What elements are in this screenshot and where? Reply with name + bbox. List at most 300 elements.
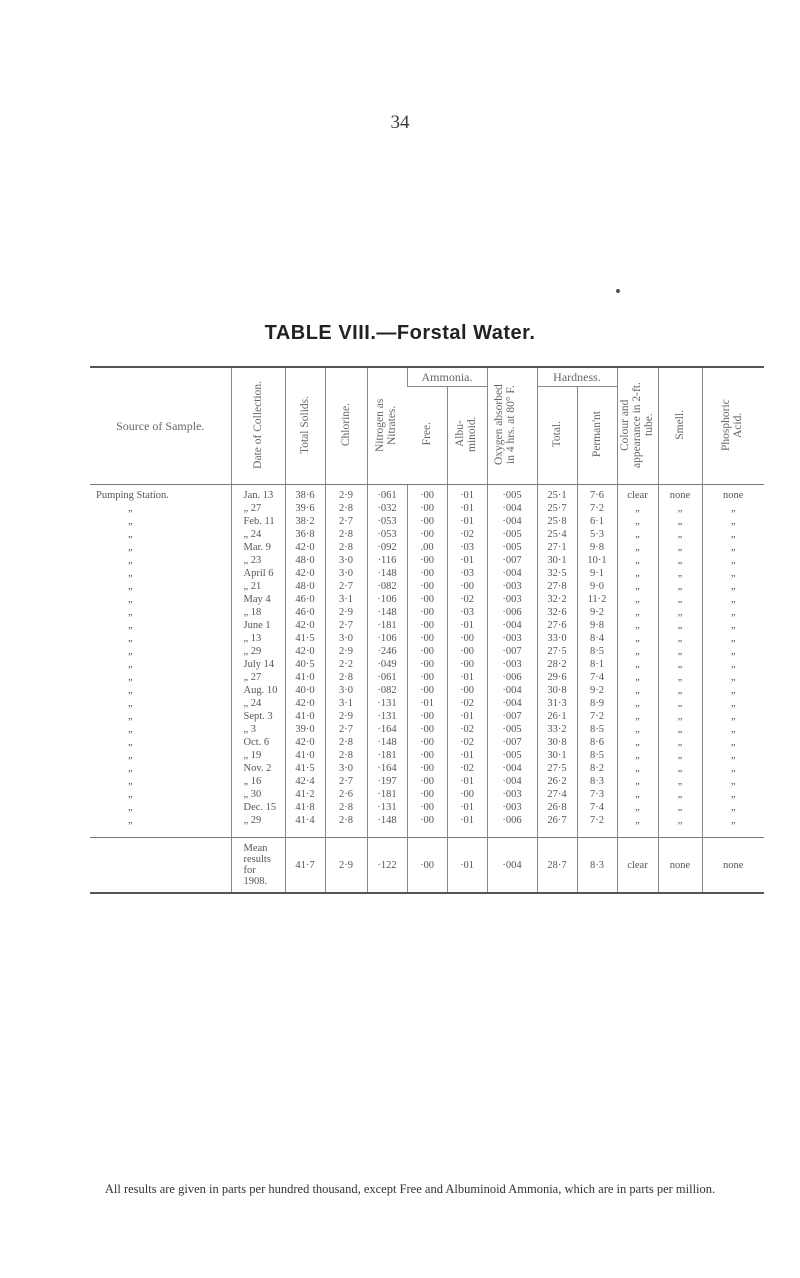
cell-total-solids: 42·0	[285, 736, 325, 749]
cell-phosphoric: „	[702, 775, 764, 788]
cell-hardness-total: 32·2	[537, 593, 577, 606]
cell-hardness-total: 30·8	[537, 736, 577, 749]
cell-free: ·00	[407, 619, 447, 632]
cell-hardness-total: 27·8	[537, 580, 577, 593]
cell-free: ·00	[407, 684, 447, 697]
table-row	[90, 710, 764, 723]
cell-nitrogen: ·164	[367, 762, 407, 775]
cell-albuminoid: ·00	[447, 684, 487, 697]
cell-smell: „	[658, 567, 702, 580]
mean-nitrogen: ·122	[367, 838, 407, 894]
cell-free: .00	[407, 541, 447, 554]
mean-chlorine: 2·9	[325, 838, 367, 894]
table-row	[90, 775, 764, 788]
cell-hardness-permanent: 7·2	[577, 710, 617, 723]
cell-hardness-permanent: 9·8	[577, 619, 617, 632]
cell-source: „	[128, 659, 133, 670]
cell-free: ·00	[407, 554, 447, 567]
cell-chlorine: 2·8	[325, 801, 367, 814]
cell-hardness-total: 25·4	[537, 528, 577, 541]
cell-nitrogen: ·082	[367, 684, 407, 697]
mean-hardness-permanent: 8·3	[577, 838, 617, 894]
mean-smell: none	[658, 838, 702, 894]
cell-colour: „	[617, 593, 658, 606]
cell-hardness-permanent: 8·5	[577, 749, 617, 762]
cell-nitrogen: ·116	[367, 554, 407, 567]
cell-colour: clear	[617, 485, 658, 503]
header-date: Date of Collection.	[231, 367, 285, 484]
header-hardness-total: Total.	[537, 387, 577, 484]
cell-smell: „	[658, 554, 702, 567]
table-row	[90, 619, 764, 632]
cell-oxygen: ·005	[487, 485, 537, 503]
cell-free: ·00	[407, 801, 447, 814]
cell-hardness-total: 30·1	[537, 749, 577, 762]
cell-total-solids: 39·6	[285, 502, 325, 515]
cell-phosphoric: „	[702, 645, 764, 658]
cell-nitrogen: ·131	[367, 801, 407, 814]
cell-phosphoric: „	[702, 580, 764, 593]
cell-source: „	[128, 698, 133, 709]
cell-hardness-permanent: 8·4	[577, 632, 617, 645]
cell-phosphoric: „	[702, 541, 764, 554]
cell-phosphoric: „	[702, 658, 764, 671]
cell-hardness-total: 27·5	[537, 645, 577, 658]
header-ammonia: Ammonia.	[407, 367, 487, 387]
cell-chlorine: 2·8	[325, 541, 367, 554]
table-row	[90, 736, 764, 749]
cell-source: „	[128, 555, 133, 566]
cell-nitrogen: ·053	[367, 528, 407, 541]
cell-total-solids: 41·4	[285, 814, 325, 838]
cell-albuminoid: ·00	[447, 788, 487, 801]
mean-label: Mean results for 1908.	[231, 838, 285, 894]
cell-free: ·01	[407, 697, 447, 710]
cell-oxygen: ·004	[487, 619, 537, 632]
cell-oxygen: ·005	[487, 723, 537, 736]
cell-free: ·00	[407, 814, 447, 838]
cell-albuminoid: ·01	[447, 749, 487, 762]
cell-phosphoric: „	[702, 801, 764, 814]
cell-date: Dec. 15	[231, 801, 285, 814]
mean-total-solids: 41·7	[285, 838, 325, 894]
cell-free: ·00	[407, 632, 447, 645]
cell-total-solids: 38·6	[285, 485, 325, 503]
cell-date: „ 23	[231, 554, 285, 567]
cell-colour: „	[617, 567, 658, 580]
cell-source: „	[128, 750, 133, 761]
cell-oxygen: ·004	[487, 515, 537, 528]
cell-chlorine: 2·7	[325, 619, 367, 632]
cell-nitrogen: ·181	[367, 788, 407, 801]
cell-chlorine: 2·9	[325, 606, 367, 619]
cell-hardness-total: 33·2	[537, 723, 577, 736]
cell-phosphoric: „	[702, 697, 764, 710]
cell-nitrogen: ·148	[367, 606, 407, 619]
cell-oxygen: ·004	[487, 697, 537, 710]
cell-date: „ 24	[231, 528, 285, 541]
header-colour: Colour and appearance in 2-ft. tube.	[617, 367, 658, 484]
cell-total-solids: 41·0	[285, 671, 325, 684]
cell-nitrogen: ·061	[367, 671, 407, 684]
table-row	[90, 528, 764, 541]
cell-free: ·00	[407, 671, 447, 684]
cell-phosphoric: „	[702, 723, 764, 736]
cell-colour: „	[617, 788, 658, 801]
mean-source-cell	[90, 838, 231, 894]
cell-source: „	[128, 711, 133, 722]
cell-hardness-permanent: 6·1	[577, 515, 617, 528]
cell-free: ·00	[407, 528, 447, 541]
cell-total-solids: 41·5	[285, 632, 325, 645]
cell-date: „ 27	[231, 671, 285, 684]
cell-phosphoric: „	[702, 710, 764, 723]
cell-colour: „	[617, 554, 658, 567]
cell-phosphoric: „	[702, 736, 764, 749]
cell-albuminoid: ·02	[447, 697, 487, 710]
cell-hardness-permanent: 7·3	[577, 788, 617, 801]
cell-oxygen: ·004	[487, 502, 537, 515]
cell-chlorine: 3·1	[325, 697, 367, 710]
header-phosphoric: Phosphoric Acid.	[702, 367, 764, 484]
cell-hardness-total: 26·1	[537, 710, 577, 723]
cell-date: „ 16	[231, 775, 285, 788]
cell-hardness-total: 27·6	[537, 619, 577, 632]
cell-total-solids: 42·0	[285, 619, 325, 632]
cell-source: „	[128, 685, 133, 696]
cell-nitrogen: ·131	[367, 697, 407, 710]
cell-colour: „	[617, 515, 658, 528]
table-row	[90, 697, 764, 710]
cell-nitrogen: ·061	[367, 485, 407, 503]
cell-smell: „	[658, 749, 702, 762]
cell-chlorine: 2·7	[325, 723, 367, 736]
cell-phosphoric: „	[702, 554, 764, 567]
cell-hardness-permanent: 8·3	[577, 775, 617, 788]
cell-phosphoric: „	[702, 606, 764, 619]
cell-hardness-permanent: 9·1	[577, 567, 617, 580]
cell-hardness-permanent: 7·4	[577, 801, 617, 814]
table-row	[90, 593, 764, 606]
cell-source: „	[128, 516, 133, 527]
cell-date: „ 13	[231, 632, 285, 645]
cell-date: „ 30	[231, 788, 285, 801]
cell-nitrogen: ·092	[367, 541, 407, 554]
cell-total-solids: 42·0	[285, 541, 325, 554]
cell-albuminoid: ·01	[447, 671, 487, 684]
cell-date: Nov. 2	[231, 762, 285, 775]
cell-smell: „	[658, 541, 702, 554]
cell-hardness-permanent: 8·6	[577, 736, 617, 749]
cell-smell: „	[658, 606, 702, 619]
table-row	[90, 749, 764, 762]
cell-oxygen: ·005	[487, 528, 537, 541]
cell-colour: „	[617, 671, 658, 684]
cell-source: „	[128, 646, 133, 657]
cell-phosphoric: „	[702, 528, 764, 541]
cell-nitrogen: ·049	[367, 658, 407, 671]
table-row	[90, 658, 764, 671]
header-total-solids: Total Solids.	[285, 367, 325, 484]
table-row	[90, 684, 764, 697]
table-row	[90, 671, 764, 684]
cell-hardness-total: 26·7	[537, 814, 577, 838]
cell-albuminoid: ·01	[447, 485, 487, 503]
cell-chlorine: 2·9	[325, 485, 367, 503]
cell-total-solids: 42·0	[285, 567, 325, 580]
cell-albuminoid: ·00	[447, 658, 487, 671]
table-row	[90, 632, 764, 645]
cell-date: Jan. 13	[231, 485, 285, 503]
cell-oxygen: ·007	[487, 645, 537, 658]
cell-nitrogen: ·106	[367, 632, 407, 645]
header-nitrogen: Nitrogen as Nitrates.	[367, 367, 407, 484]
cell-nitrogen: ·106	[367, 593, 407, 606]
cell-total-solids: 36·8	[285, 528, 325, 541]
cell-hardness-permanent: 5·3	[577, 528, 617, 541]
cell-phosphoric: none	[702, 485, 764, 503]
table-row	[90, 762, 764, 775]
cell-hardness-permanent: 8·2	[577, 762, 617, 775]
table-row	[90, 814, 764, 838]
forstal-water-table	[90, 366, 764, 894]
cell-hardness-total: 28·2	[537, 658, 577, 671]
header-albuminoid: Albu-minoid.	[447, 387, 487, 484]
cell-total-solids: 41·0	[285, 749, 325, 762]
mean-oxygen: ·004	[487, 838, 537, 894]
table-title: TABLE VIII.—Forstal Water.	[264, 322, 536, 344]
cell-date: Oct. 6	[231, 736, 285, 749]
cell-smell: „	[658, 788, 702, 801]
cell-smell: „	[658, 619, 702, 632]
cell-hardness-permanent: 9·2	[577, 606, 617, 619]
cell-hardness-total: 26·2	[537, 775, 577, 788]
cell-oxygen: ·004	[487, 567, 537, 580]
cell-nitrogen: ·032	[367, 502, 407, 515]
cell-date: May 4	[231, 593, 285, 606]
header-chlorine: Chlorine.	[325, 367, 367, 484]
cell-date: Mar. 9	[231, 541, 285, 554]
cell-date: „ 29	[231, 645, 285, 658]
cell-free: ·00	[407, 606, 447, 619]
cell-nitrogen: ·164	[367, 723, 407, 736]
cell-oxygen: ·005	[487, 541, 537, 554]
cell-free: ·00	[407, 645, 447, 658]
cell-albuminoid: ·01	[447, 619, 487, 632]
cell-smell: „	[658, 710, 702, 723]
cell-source: Pumping Station.	[96, 490, 169, 501]
cell-colour: „	[617, 658, 658, 671]
cell-colour: „	[617, 749, 658, 762]
cell-albuminoid: ·02	[447, 723, 487, 736]
cell-smell: „	[658, 697, 702, 710]
cell-hardness-total: 33·0	[537, 632, 577, 645]
cell-date: „ 27	[231, 502, 285, 515]
cell-albuminoid: ·03	[447, 606, 487, 619]
mean-phosphoric: none	[702, 838, 764, 894]
table-body	[90, 485, 764, 838]
cell-smell: „	[658, 671, 702, 684]
cell-date: June 1	[231, 619, 285, 632]
cell-colour: „	[617, 606, 658, 619]
cell-total-solids: 42·0	[285, 645, 325, 658]
cell-albuminoid: ·01	[447, 502, 487, 515]
cell-oxygen: ·006	[487, 814, 537, 838]
cell-oxygen: ·005	[487, 749, 537, 762]
cell-smell: „	[658, 801, 702, 814]
cell-albuminoid: ·02	[447, 528, 487, 541]
cell-chlorine: 2·9	[325, 710, 367, 723]
cell-smell: „	[658, 814, 702, 838]
cell-chlorine: 2·9	[325, 645, 367, 658]
cell-colour: „	[617, 684, 658, 697]
cell-chlorine: 2·8	[325, 502, 367, 515]
cell-free: ·00	[407, 788, 447, 801]
cell-source: „	[128, 542, 133, 553]
cell-hardness-permanent: 11·2	[577, 593, 617, 606]
cell-nitrogen: ·181	[367, 619, 407, 632]
cell-hardness-permanent: 8·1	[577, 658, 617, 671]
cell-albuminoid: ·00	[447, 645, 487, 658]
cell-chlorine: 3·0	[325, 554, 367, 567]
cell-phosphoric: „	[702, 502, 764, 515]
cell-source: „	[128, 568, 133, 579]
cell-nitrogen: ·053	[367, 515, 407, 528]
cell-date: April 6	[231, 567, 285, 580]
cell-hardness-permanent: 7·2	[577, 814, 617, 838]
cell-smell: „	[658, 775, 702, 788]
cell-colour: „	[617, 528, 658, 541]
cell-date: „ 19	[231, 749, 285, 762]
cell-total-solids: 46·0	[285, 606, 325, 619]
table-row	[90, 801, 764, 814]
mean-results-row	[90, 838, 764, 894]
cell-total-solids: 41·8	[285, 801, 325, 814]
header-oxygen: Oxygen absorbed in 4 hrs. at 80° F.	[487, 367, 537, 484]
cell-total-solids: 41·2	[285, 788, 325, 801]
header-smell: Smell.	[658, 367, 702, 484]
cell-phosphoric: „	[702, 762, 764, 775]
cell-source: „	[128, 776, 133, 787]
cell-chlorine: 3·1	[325, 593, 367, 606]
mean-free-ammonia: ·00	[407, 838, 447, 894]
cell-nitrogen: ·148	[367, 567, 407, 580]
cell-hardness-total: 26·8	[537, 801, 577, 814]
table-row	[90, 567, 764, 580]
cell-nitrogen: ·181	[367, 749, 407, 762]
cell-oxygen: ·003	[487, 593, 537, 606]
cell-hardness-total: 30·8	[537, 684, 577, 697]
cell-albuminoid: ·01	[447, 801, 487, 814]
cell-phosphoric: „	[702, 814, 764, 838]
cell-chlorine: 3·0	[325, 632, 367, 645]
table-row	[90, 554, 764, 567]
cell-source: „	[128, 802, 133, 813]
cell-phosphoric: „	[702, 788, 764, 801]
cell-date: „ 3	[231, 723, 285, 736]
cell-hardness-total: 30·1	[537, 554, 577, 567]
cell-hardness-permanent: 7·2	[577, 502, 617, 515]
table-row	[90, 541, 764, 554]
table-row	[90, 485, 764, 503]
table-row	[90, 723, 764, 736]
cell-smell: „	[658, 593, 702, 606]
cell-albuminoid: ·03	[447, 541, 487, 554]
cell-phosphoric: „	[702, 593, 764, 606]
cell-free: ·00	[407, 723, 447, 736]
cell-chlorine: 2·7	[325, 580, 367, 593]
cell-free: ·00	[407, 567, 447, 580]
cell-oxygen: ·006	[487, 606, 537, 619]
cell-chlorine: 2·7	[325, 775, 367, 788]
cell-free: ·00	[407, 749, 447, 762]
cell-hardness-total: 25·8	[537, 515, 577, 528]
cell-smell: none	[658, 485, 702, 503]
cell-date: July 14	[231, 658, 285, 671]
cell-date: „ 21	[231, 580, 285, 593]
printed-dot-mark	[616, 289, 620, 293]
cell-oxygen: ·003	[487, 788, 537, 801]
cell-smell: „	[658, 723, 702, 736]
cell-hardness-permanent: 8·5	[577, 723, 617, 736]
cell-colour: „	[617, 736, 658, 749]
cell-chlorine: 3·0	[325, 762, 367, 775]
page-number: 34	[390, 112, 410, 133]
cell-oxygen: ·007	[487, 710, 537, 723]
table-row	[90, 788, 764, 801]
cell-hardness-total: 31·3	[537, 697, 577, 710]
cell-oxygen: ·007	[487, 736, 537, 749]
cell-phosphoric: „	[702, 515, 764, 528]
cell-total-solids: 40·5	[285, 658, 325, 671]
cell-nitrogen: ·131	[367, 710, 407, 723]
cell-date: „ 18	[231, 606, 285, 619]
cell-source: „	[128, 737, 133, 748]
cell-smell: „	[658, 762, 702, 775]
cell-total-solids: 39·0	[285, 723, 325, 736]
cell-oxygen: ·003	[487, 580, 537, 593]
cell-colour: „	[617, 710, 658, 723]
cell-source: „	[128, 620, 133, 631]
cell-source: „	[128, 724, 133, 735]
cell-nitrogen: ·082	[367, 580, 407, 593]
cell-smell: „	[658, 515, 702, 528]
table-row	[90, 515, 764, 528]
cell-chlorine: 2·8	[325, 528, 367, 541]
cell-smell: „	[658, 580, 702, 593]
cell-total-solids: 48·0	[285, 554, 325, 567]
cell-source: „	[128, 581, 133, 592]
cell-albuminoid: ·01	[447, 814, 487, 838]
cell-total-solids: 41·0	[285, 710, 325, 723]
cell-phosphoric: „	[702, 619, 764, 632]
cell-colour: „	[617, 619, 658, 632]
cell-total-solids: 40·0	[285, 684, 325, 697]
table-row	[90, 580, 764, 593]
cell-albuminoid: ·01	[447, 775, 487, 788]
cell-smell: „	[658, 632, 702, 645]
mean-albuminoid-ammonia: ·01	[447, 838, 487, 894]
cell-oxygen: ·003	[487, 632, 537, 645]
cell-source: „	[128, 594, 133, 605]
cell-phosphoric: „	[702, 684, 764, 697]
cell-total-solids: 41·5	[285, 762, 325, 775]
cell-free: ·00	[407, 515, 447, 528]
cell-albuminoid: ·02	[447, 736, 487, 749]
cell-colour: „	[617, 801, 658, 814]
cell-chlorine: 2·7	[325, 515, 367, 528]
header-hardness: Hardness.	[537, 367, 617, 387]
